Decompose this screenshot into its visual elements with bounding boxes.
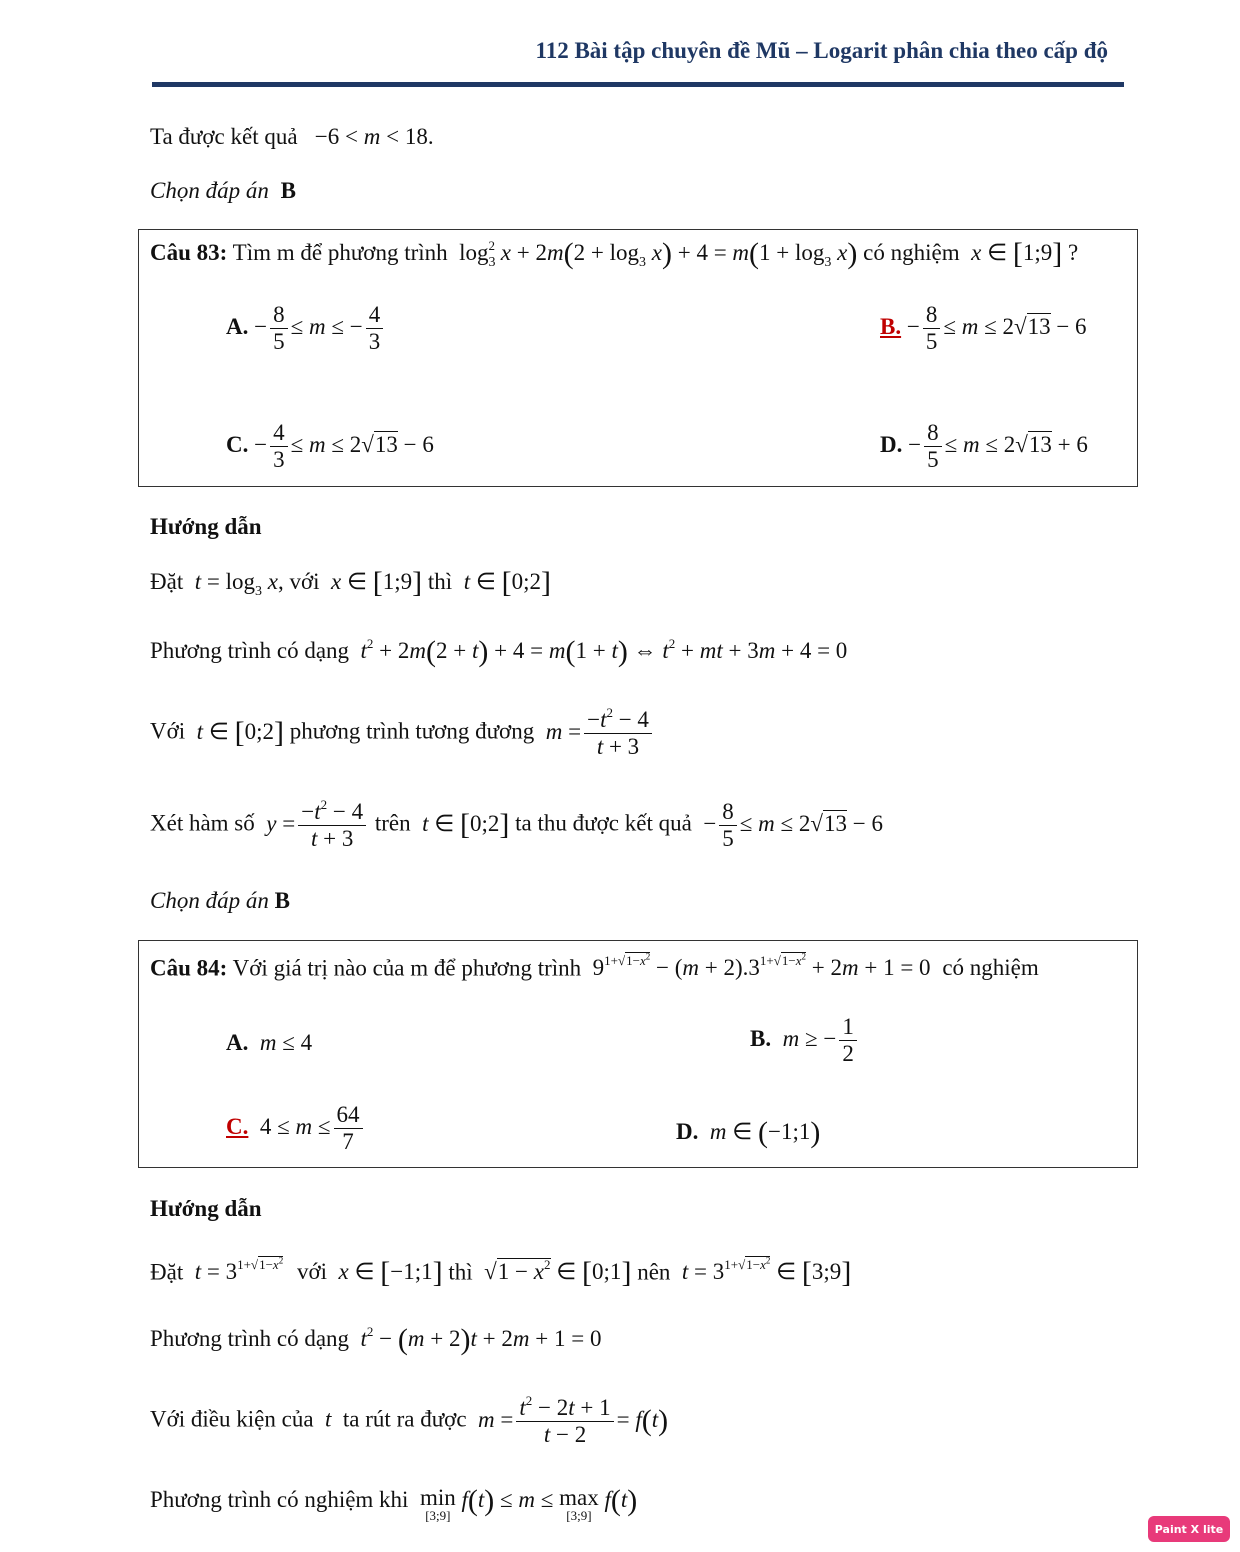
q84-option-b-label: B. bbox=[750, 1026, 772, 1052]
q83-l1a: Đặt bbox=[150, 569, 184, 594]
q84-statement bbox=[150, 952, 1039, 981]
q84-option-d-label: D. bbox=[676, 1119, 699, 1144]
q83-l4a: Xét hàm số bbox=[150, 810, 255, 836]
q83-l4-math3: − $\frac{8}{5}$ ≤ m ≤ 2√13 − 6 bbox=[697, 798, 884, 851]
result-line bbox=[150, 124, 434, 150]
q83-l1-math1: $t = \log_3 x$ bbox=[194, 569, 278, 599]
q83-choose-answer: B bbox=[274, 888, 290, 913]
q84-solution-line-2 bbox=[150, 1324, 601, 1355]
q84-l1-math4: $t = 3^{1+√1-x^2}$ ∈ [3;9] bbox=[681, 1256, 852, 1290]
q83-option-b-label: B. bbox=[880, 314, 902, 340]
q83-l4-math1: y = $\frac{-t^2 - 4}{t + 3}$ bbox=[261, 811, 370, 836]
q84-tail: có nghiệm bbox=[942, 955, 1039, 981]
page-header-title: 112 Bài tập chuyên đề Mũ – Logarit phân chia theo cấp độ bbox=[535, 38, 1108, 63]
q83-option-c-math: − $\frac{4}{3}$ ≤ m ≤ 2√13 − 6 bbox=[254, 420, 434, 473]
q83-option-c[interactable] bbox=[226, 420, 434, 474]
q84-solution-line-3 bbox=[150, 1394, 668, 1449]
q83-l2-math: $t^2 + 2m(2 + t) + 4 = m(1 + t)$ ⇔ $t^2$ + mt + 3m + 4 = 0 bbox=[360, 635, 848, 668]
q84-l1-math3: $√1 - x^2$ ∈ [0;1] bbox=[478, 1256, 632, 1290]
q84-guide-heading: Hướng dẫn bbox=[150, 1196, 262, 1221]
q83-l3a: Với bbox=[150, 718, 186, 744]
header-rule bbox=[152, 82, 1124, 87]
q84-equation: $9^{1+√1-x^2} - (m + 2).3^{1+√1-x^2} + 2m + 1 = 0$ bbox=[586, 952, 931, 981]
q83-option-d[interactable] bbox=[880, 420, 1088, 474]
q84-l4: Phương trình có nghiệm khi bbox=[150, 1487, 409, 1512]
q83-option-b[interactable] bbox=[880, 302, 1087, 356]
q84-solution-line-4 bbox=[150, 1486, 637, 1522]
q84-l2-math: $t^2 - (m + 2)t + 2m + 1 = 0$ bbox=[360, 1323, 602, 1356]
q84-l1b: với bbox=[296, 1259, 327, 1285]
q83-statement bbox=[150, 238, 1078, 271]
result-label: Ta được kết quả bbox=[150, 124, 298, 149]
q83-l3-math1: t ∈ [0;2] bbox=[196, 715, 284, 749]
q83-option-a-math: − $\frac{8}{5}$ ≤ m ≤ − $\frac{4}{3}$ bbox=[254, 314, 386, 339]
q84-l1d: nên bbox=[637, 1259, 671, 1285]
q83-solution-line-3 bbox=[150, 706, 655, 761]
q84-option-c[interactable] bbox=[226, 1102, 366, 1156]
q84-option-c-math: 4 ≤ m ≤ $\frac{64}{7}$ bbox=[254, 1114, 365, 1139]
q84-l2: Phương trình có dạng bbox=[150, 1326, 350, 1351]
q83-l3b: phương trình tương đương bbox=[289, 718, 535, 744]
q83-domain: x ∈ [1;9] ? bbox=[971, 237, 1079, 270]
q83-l1-math3: t ∈ [0;2] bbox=[463, 566, 552, 599]
q83-option-b-math: − $\frac{8}{5}$ ≤ m ≤ 2√13 − 6 bbox=[906, 302, 1087, 355]
q83-choose-label: Chọn đáp án bbox=[150, 888, 269, 913]
q83-choose-line bbox=[150, 888, 290, 914]
q84-option-a[interactable] bbox=[226, 1030, 312, 1056]
q83-guide-heading: Hướng dẫn bbox=[150, 514, 262, 539]
result-math: −6 < m < 18. bbox=[303, 124, 434, 149]
paint-x-lite-badge: Paint X lite bbox=[1148, 1516, 1230, 1542]
q83-l1-math2: x ∈ [1;9] bbox=[331, 566, 423, 599]
q84-option-a-label: A. bbox=[226, 1030, 249, 1055]
q84-l3-var: t bbox=[319, 1406, 338, 1432]
q84-solution-line-1 bbox=[150, 1256, 851, 1288]
q84-l3-math: m = $\frac{t^2 - 2t + 1}{t - 2}$ = f(t) bbox=[478, 1393, 669, 1448]
choose-answer-line bbox=[150, 178, 296, 204]
q83-option-a-label: A. bbox=[226, 314, 249, 340]
q83-option-d-label: D. bbox=[880, 432, 903, 458]
q84-l3a: Với điều kiện của bbox=[150, 1406, 314, 1432]
q83-text: Tìm m để phương trình bbox=[232, 240, 448, 265]
choose-label: Chọn đáp án bbox=[150, 178, 269, 203]
q83-label: Câu 83: bbox=[150, 240, 228, 265]
q83-option-d-math: − $\frac{8}{5}$ ≤ m ≤ 2√13 + 6 bbox=[908, 420, 1088, 473]
q83-l1c: thì bbox=[427, 569, 453, 594]
choose-answer: B bbox=[280, 178, 296, 203]
q83-l4c: ta thu được kết quả bbox=[515, 810, 692, 836]
q83-equation: $\log_3^2 x + 2m(2 + \log_3 x) + 4 = m(1 + \log_3 x)$ bbox=[453, 237, 858, 270]
q84-option-d[interactable] bbox=[676, 1118, 820, 1148]
q84-text: Với giá trị nào của m để phương trình bbox=[232, 955, 582, 981]
q83-option-a[interactable] bbox=[226, 302, 386, 356]
q83-l4-math2: t ∈ [0;2] bbox=[422, 807, 510, 841]
q84-l1-math2: x ∈ [−1;1] bbox=[338, 1256, 443, 1290]
q83-solution-line-4 bbox=[150, 798, 883, 853]
q84-l1c: thì bbox=[448, 1259, 473, 1285]
q84-l3b: ta rút ra được bbox=[342, 1406, 467, 1432]
q84-l4-math: min [3;9] f(t) ≤ m ≤ max [3;9] f(t) bbox=[419, 1484, 638, 1523]
q83-l3-math2: m = $\frac{-t^2 - 4}{t + 3}$ bbox=[540, 719, 655, 744]
q84-option-d-math: m ∈ (−1;1) bbox=[709, 1116, 821, 1149]
q83-option-c-label: C. bbox=[226, 432, 249, 458]
q84-option-b-math: m ≥ − $\frac{1}{2}$ bbox=[777, 1026, 860, 1051]
q83-solution-line-1 bbox=[150, 568, 551, 600]
q83-solution-line-2 bbox=[150, 636, 847, 667]
q84-l1-math1: $t = 3^{1+√1-x^2}$ bbox=[194, 1256, 284, 1285]
q84-option-a-math: m ≤ 4 bbox=[259, 1030, 313, 1055]
q84-l1a: Đặt bbox=[150, 1259, 184, 1285]
q83-tail: có nghiệm bbox=[863, 240, 960, 265]
q83-l2: Phương trình có dạng bbox=[150, 638, 350, 663]
q84-option-c-label: C. bbox=[226, 1114, 249, 1140]
q84-option-b[interactable] bbox=[750, 1014, 860, 1068]
q83-l4b: trên bbox=[374, 810, 411, 836]
q83-l1b: , với bbox=[277, 569, 320, 594]
q84-label: Câu 84: bbox=[150, 955, 228, 981]
